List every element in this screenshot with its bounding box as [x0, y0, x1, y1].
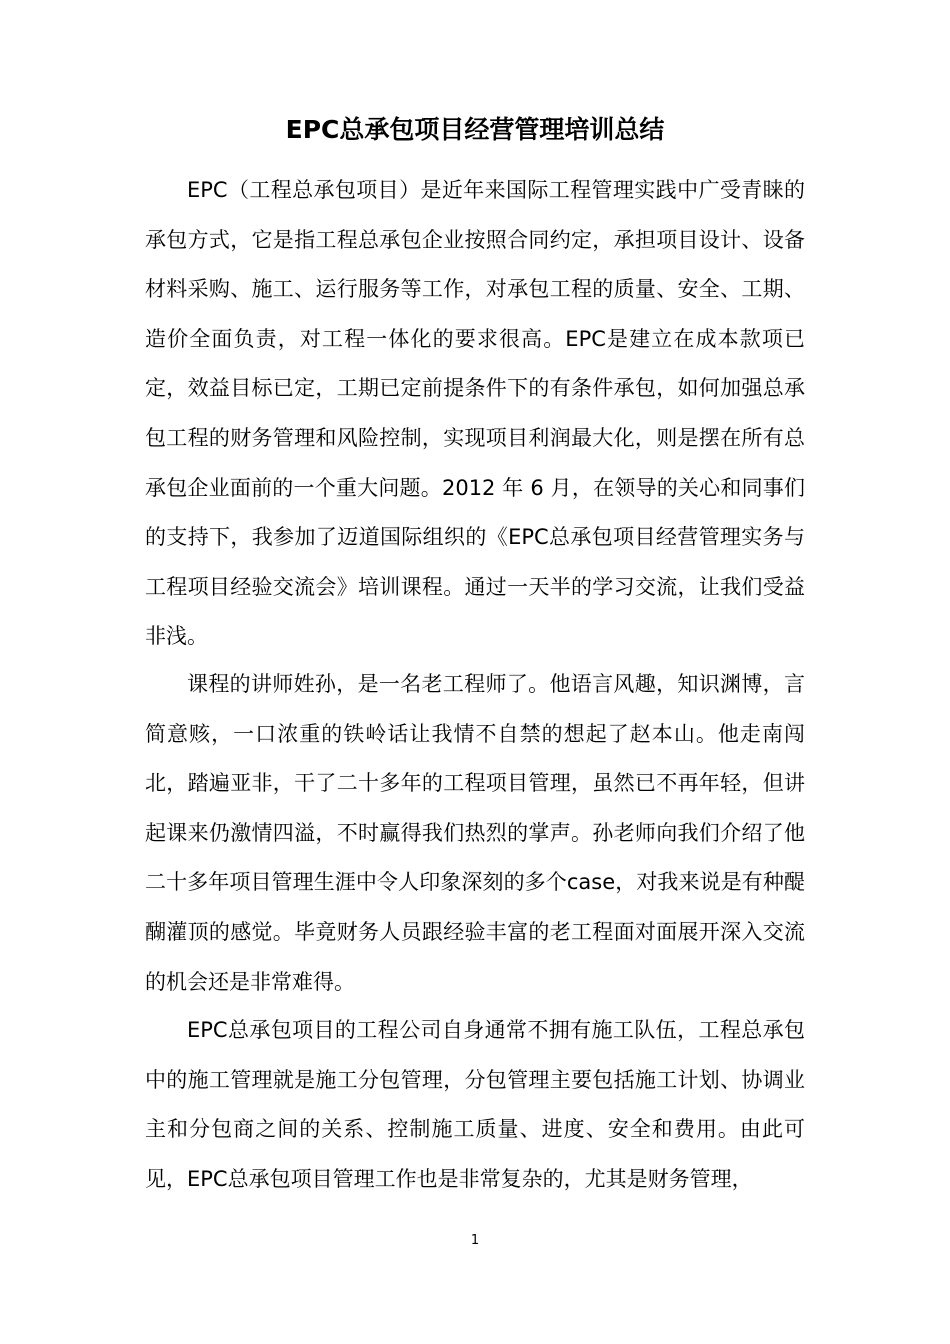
document-title: EPC总承包项目经营管理培训总结 [285, 115, 665, 144]
body-paragraph-1: EPC（工程总承包项目）是近年来国际工程管理实践中广受青睐的承包方式，它是指工程总承包企业按照合同约定，承担项目设计、设备材料采购、施工、运行服务等工作，对承包工程的质量、安全、工期、造价全面负责，对工程一体化的要求很高。EPC是建立在成本款项已定，效益目标已定，工期已定前提条件下的有条件承包，如何加强总承包工程的财务管理和风险控制，实现项目利润最大化，则是摆在所有总承包企业面前的一个重大问题。2012 年 6 月，在领导的关心和同事们的支持下，我参加了迈道国际组织的《EPC总承包项目经营管理实务与工程项目经验交流会》培训课程。通过一天半的学习交流，让我们受益非浅。 [145, 178, 805, 649]
body-paragraph-3: EPC总承包项目的工程公司自身通常不拥有施工队伍，工程总承包中的施工管理就是施工分包管理，分包管理主要包括施工计划、协调业主和分包商之间的关系、控制施工质量、进度、安全和费用。由此可见，EPC总承包项目管理工作也是非常复杂的，尤其是财务管理， [145, 1018, 805, 1191]
page-number: 1 [470, 1233, 480, 1248]
body-paragraph-2: 课程的讲师姓孙，是一名老工程师了。他语言风趣，知识渊博，言简意赅，一口浓重的铁岭话让我情不自禁的想起了赵本山。他走南闯北，踏遍亚非，干了二十多年的工程项目管理，虽然已不再年轻，但讲起课来仍激情四溢，不时赢得我们热烈的掌声。孙老师向我们介绍了他二十多年项目管理生涯中令人印象深刻的多个case，对我来说是有种醍醐灌顶的感觉。毕竟财务人员跟经验丰富的老工程面对面展开深入交流的机会还是非常难得。 [145, 672, 805, 994]
